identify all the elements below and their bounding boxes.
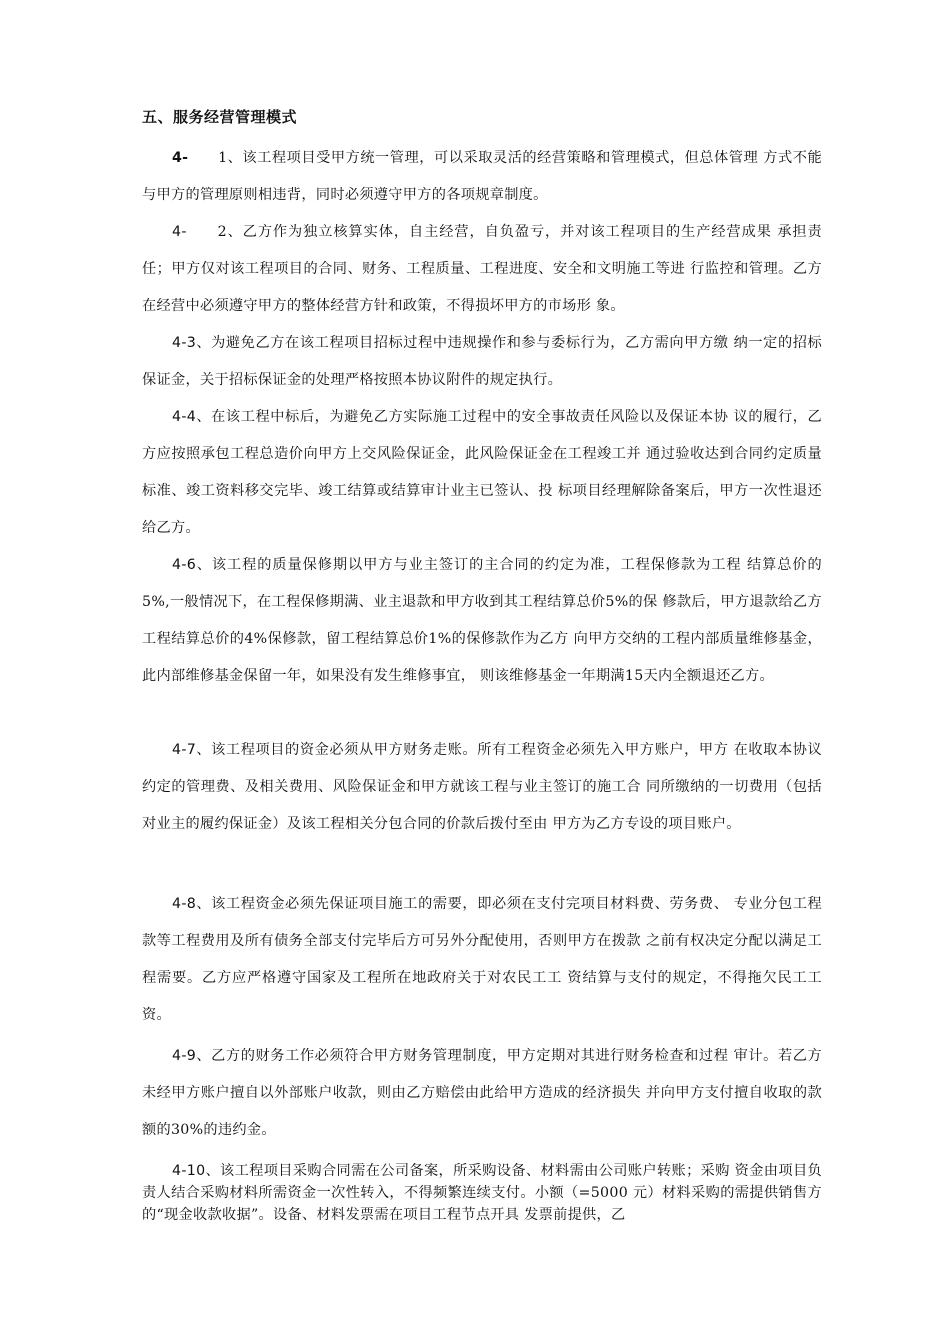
clause-number: 4-10 [172, 1163, 206, 1179]
clause-text: 、乙方的财务工作必须符合甲方财务管理制度，甲方定期对其进行财务检查和过程 审计。若乙方未经甲方账户擅自以外部账户收款，则由乙方赔偿由此给甲方造成的经济损失 并向甲方支付擅自收取的款额的30%的违约金。 [142, 1048, 822, 1138]
clause-gap [187, 224, 218, 240]
clause-number: 4-4 [172, 409, 197, 425]
clause-number: 4- [172, 150, 189, 166]
clause-4-7 [142, 732, 822, 843]
clause-4-4 [142, 399, 822, 547]
clause-text: 1、该工程项目受甲方统一管理，可以采取灵活的经营策略和管理模式，但总体管理 方式不能与甲方的管理原则相违背，同时必须遵守甲方的各项规章制度。 [142, 150, 822, 203]
clause-text: 、该工程项目的资金必须从甲方财务走账。所有工程资金必须先入甲方账户，甲方 在收取本协议约定的管理费、及相关费用、风险保证金和甲方就该工程与业主签订的施工合 同所缴纳的一切费用（包括对业主的履约保证金）及该工程相关分包合同的价款后拨付至由 甲方为乙方专设的项目账户。 [142, 742, 822, 832]
clause-number: 4- [172, 224, 187, 240]
clause-text: 、该工程项目采购合同需在公司备案，所采购设备、材料需由公司账户转账；采购 资金由项目负责人结合采购材料所需资金一次性转入，不得频繁连续支付。小额（=5000 元）材料采购的需提供销售方的“现金收款收据”。设备、材料发票需在项目工程节点开具 发票前提供，乙 [142, 1163, 822, 1223]
clause-4-3 [142, 325, 822, 399]
clause-text: 、为避免乙方在该工程项目招标过程中违规操作和参与委标行为，乙方需向甲方缴 纳一定的招标保证金，关于招标保证金的处理严格按照本协议附件的规定执行。 [142, 335, 822, 388]
clause-4-10 [142, 1160, 822, 1226]
clause-number: 4-9 [172, 1048, 197, 1064]
clause-text: 2、乙方作为独立核算实体，自主经营，自负盈亏，并对该工程项目的生产经营成果 承担责任；甲方仅对该工程项目的合同、财务、工程质量、工程进度、安全和文明施工等进 行监控和管理。乙方在经营中必须遵守甲方的整体经营方针和政策，不得损坏甲方的市场形 象。 [142, 224, 822, 314]
clause-4-2 [142, 214, 822, 325]
clause-number: 4-3 [172, 335, 197, 351]
clause-4-6 [142, 547, 822, 695]
clause-text: 、该工程的质量保修期以甲方与业主签订的主合同的约定为准，工程保修款为工程 结算总价的5%,一般情况下，在工程保修期满、业主退款和甲方收到其工程结算总价5%的保 修款后，甲方退款给乙方工程结算总价的4%保修款，留工程结算总价1%的保修款作为乙方 向甲方交纳的工程内部质量维修基金，此内部维修基金保留一年，如果没有发生维修事宜， 则该维修基金一年期满15天内全额退还乙方。 [142, 557, 822, 684]
section-heading: 五、服务经营管理模式 [142, 108, 298, 126]
clause-number: 4-8 [172, 896, 197, 912]
clause-4-8 [142, 886, 822, 1034]
clause-number: 4-6 [172, 557, 197, 573]
clause-4-9 [142, 1038, 822, 1149]
clause-gap [188, 150, 218, 166]
clause-4-1 [142, 140, 822, 214]
clause-number: 4-7 [172, 742, 197, 758]
clause-text: 、在该工程中标后，为避免乙方实际施工过程中的安全事故责任风险以及保证本协 议的履行，乙方应按照承包工程总造价向甲方上交风险保证金，此风险保证金在工程竣工并 通过验收达到合同约定质量标准、竣工资料移交完毕、竣工结算或结算审计业主已签认、投 标项目经理解除备案后，甲方一次性退还给乙方。 [142, 409, 822, 536]
clause-text: 、该工程资金必须先保证项目施工的需要，即必须在支付完项目材料费、劳务费、 专业分包工程款等工程费用及所有债务全部支付完毕后方可另外分配使用，否则甲方在拨款 之前有权决定分配以满足工程需要。乙方应严格遵守国家及工程所在地政府关于对农民工工 资结算与支付的规定，不得拖欠民工工资。 [142, 896, 822, 1023]
